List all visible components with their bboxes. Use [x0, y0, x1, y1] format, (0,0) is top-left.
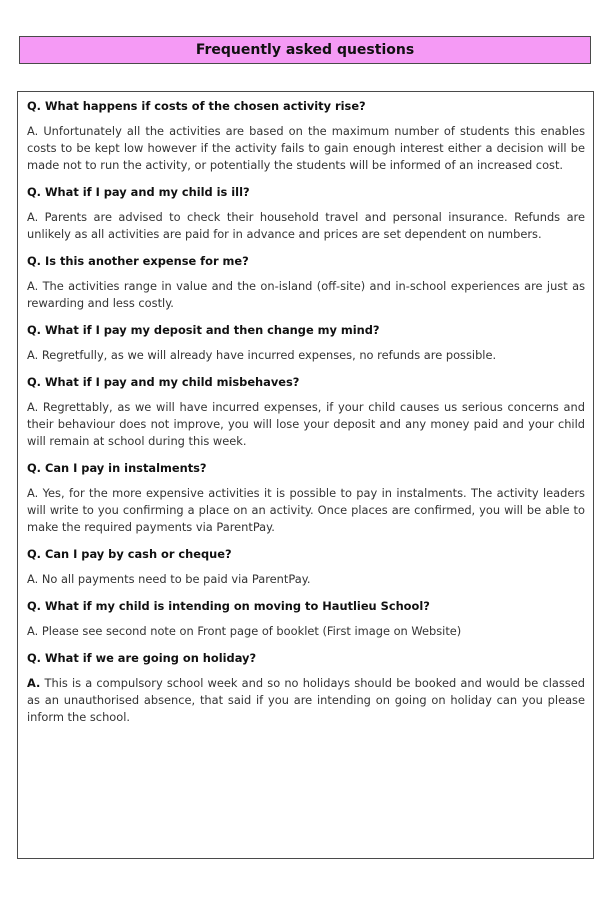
faq-item [27, 599, 585, 640]
faq-question: Q. Is this another expense for me? [27, 254, 249, 268]
faq-item [27, 254, 585, 312]
faq-answer-text: A. Yes, for the more expensive activities it is possible to pay in instalments. The activity leaders will write to you confirming a place on an activity. Once places are confirmed, you will be able to make the required payments via ParentPay. [27, 486, 585, 534]
faq-answer [27, 485, 585, 536]
faq-item [27, 375, 585, 450]
faq-item [27, 461, 585, 536]
faq-question: Q. Can I pay in instalments? [27, 461, 207, 475]
faq-answer [27, 209, 585, 243]
faq-panel [17, 91, 594, 859]
faq-question: Q. What if we are going on holiday? [27, 651, 257, 665]
faq-answer [27, 347, 585, 364]
faq-answer-text: A. Unfortunately all the activities are based on the maximum number of students this enables costs to be kept low however if the activity fails to gain enough interest either a decision will be made not to run the activity, or potentially the students will be informed of an increased cost. [27, 124, 585, 172]
faq-answer-text: A. No all payments need to be paid via ParentPay. [27, 572, 311, 586]
faq-answer-text: A. Regrettably, as we will have incurred expenses, if your child causes us serious concerns and their behaviour does not improve, you will lose your deposit and any money paid and your child will remain at school during this week. [27, 400, 585, 448]
faq-question: Q. What if I pay and my child is ill? [27, 185, 250, 199]
faq-question: Q. What happens if costs of the chosen activity rise? [27, 99, 366, 113]
faq-answer-text: A. Regretfully, as we will already have incurred expenses, no refunds are possible. [27, 348, 497, 362]
faq-question: Q. What if I pay and my child misbehaves? [27, 375, 300, 389]
faq-item [27, 185, 585, 243]
page-title: Frequently asked questions [195, 42, 415, 58]
faq-answer-text: A. Parents are advised to check their household travel and personal insurance. Refunds are unlikely as all activities are paid for in advance and prices are set dependent on numbers. [27, 210, 585, 241]
faq-answer [27, 399, 585, 450]
faq-item [27, 99, 585, 174]
faq-question: Q. What if I pay my deposit and then change my mind? [27, 323, 380, 337]
faq-item [27, 651, 585, 726]
faq-answer [27, 278, 585, 312]
faq-answer [27, 123, 585, 174]
faq-answer-prefix: A. [27, 676, 41, 690]
faq-answer [27, 623, 585, 640]
faq-answer [27, 675, 585, 726]
faq-question: Q. What if my child is intending on moving to Hautlieu School? [27, 599, 430, 613]
faq-item [27, 547, 585, 588]
faq-answer-text: This is a compulsory school week and so no holidays should be booked and would be classed as an unauthorised absence, that said if you are intending on going on holiday can you please inform the school. [27, 676, 585, 724]
faq-answer-text: A. Please see second note on Front page of booklet (First image on Website) [27, 624, 462, 638]
faq-answer-text: A. The activities range in value and the on-island (off-site) and in-school experiences are just as rewarding and less costly. [27, 279, 585, 310]
faq-item [27, 323, 585, 364]
title-banner [19, 36, 591, 64]
faq-question: Q. Can I pay by cash or cheque? [27, 547, 232, 561]
faq-answer [27, 571, 585, 588]
